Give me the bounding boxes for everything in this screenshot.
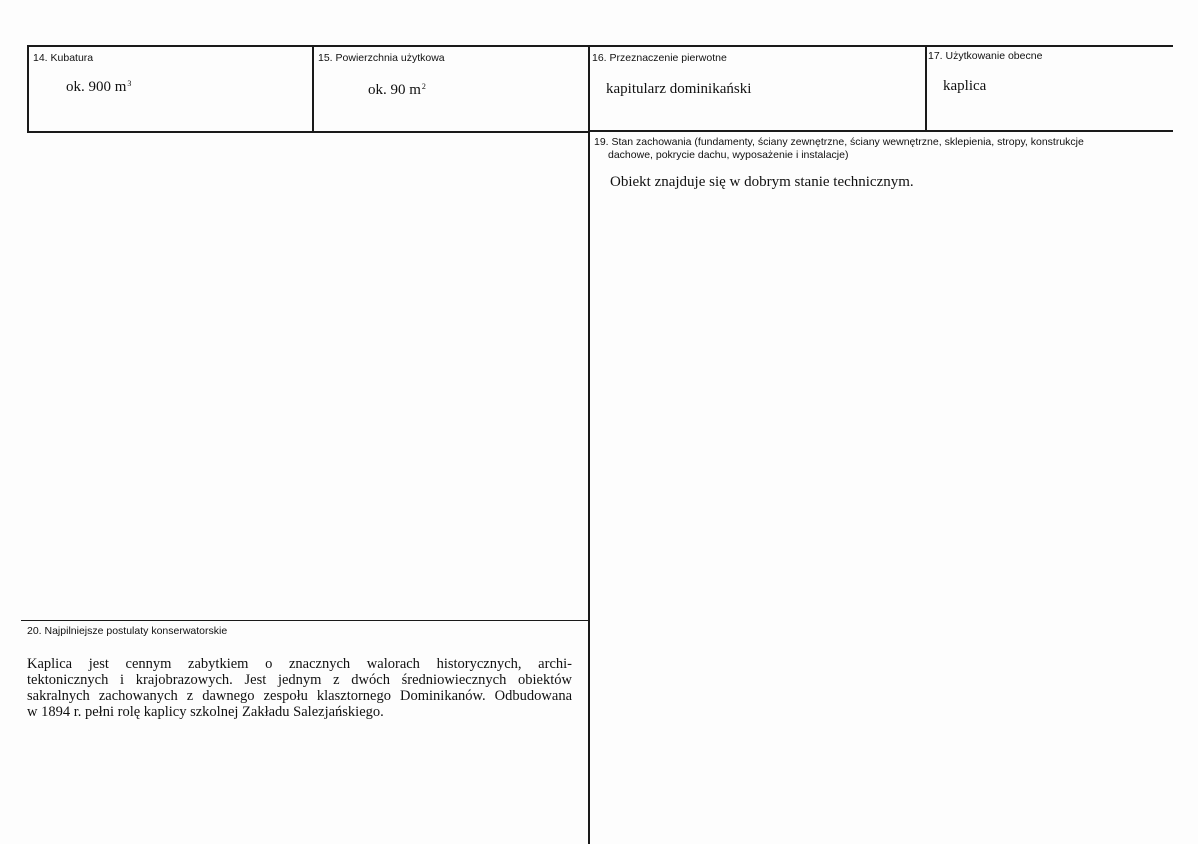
field-16-label: 16. Przeznaczenie pierwotne: [592, 52, 727, 64]
field-15-unit-exponent: 2: [421, 82, 426, 91]
field-20-line: tektonicznych i krajobrazowych. Jest jednym z dwóch średniowiecznych obiektów: [27, 672, 572, 688]
field-20-line: sakralnych zachowanych z dawnego zespołu klasztornego Dominikanów. Odbudowana: [27, 688, 572, 704]
field-15-unit: m: [409, 82, 421, 98]
field-14-unit-exponent: 3: [127, 79, 132, 88]
field-14-unit: m: [114, 79, 127, 95]
divider-16-17: [925, 45, 927, 132]
field-17-value: kaplica: [943, 78, 987, 94]
top-border: [27, 45, 1173, 47]
field-19-label-line2: dachowe, pokrycie dachu, wyposażenie i instalacje): [608, 149, 849, 161]
field-19-value: Obiekt znajduje się w dobrym stanie technicznym.: [610, 174, 914, 190]
field-20-line: Kaplica jest cennym zabytkiem o znacznych walorach historycznych, archi-: [27, 656, 572, 672]
field-19-label-line1: 19. Stan zachowania (fundamenty, ściany zewnętrzne, ściany wewnętrzne, sklepienia, stropy, konstrukcje: [594, 136, 1084, 148]
field-15-label: 15. Powierzchnia użytkowa: [318, 52, 445, 64]
box20-top-border: [21, 620, 589, 621]
field-15-number: ok. 90: [368, 82, 406, 98]
field-20-text: [27, 656, 572, 720]
row1-bottom-border-right: [589, 130, 1173, 132]
left-border: [27, 45, 29, 133]
row1-bottom-border-left: [27, 131, 589, 133]
field-17-label: 17. Użytkowanie obecne: [928, 50, 1043, 62]
field-20-line: w 1894 r. pełni rolę kaplicy szkolnej Zakładu Salezjańskiego.: [27, 704, 384, 720]
divider-main: [588, 45, 590, 844]
field-14-value: [66, 78, 131, 96]
divider-14-15: [312, 45, 314, 133]
field-15-value: [368, 81, 426, 99]
field-14-label: 14. Kubatura: [33, 52, 94, 64]
field-16-value: kapitularz dominikański: [606, 81, 752, 97]
field-14-number: ok. 900: [66, 79, 111, 95]
field-20-label: 20. Najpilniejsze postulaty konserwatorskie: [27, 625, 228, 637]
